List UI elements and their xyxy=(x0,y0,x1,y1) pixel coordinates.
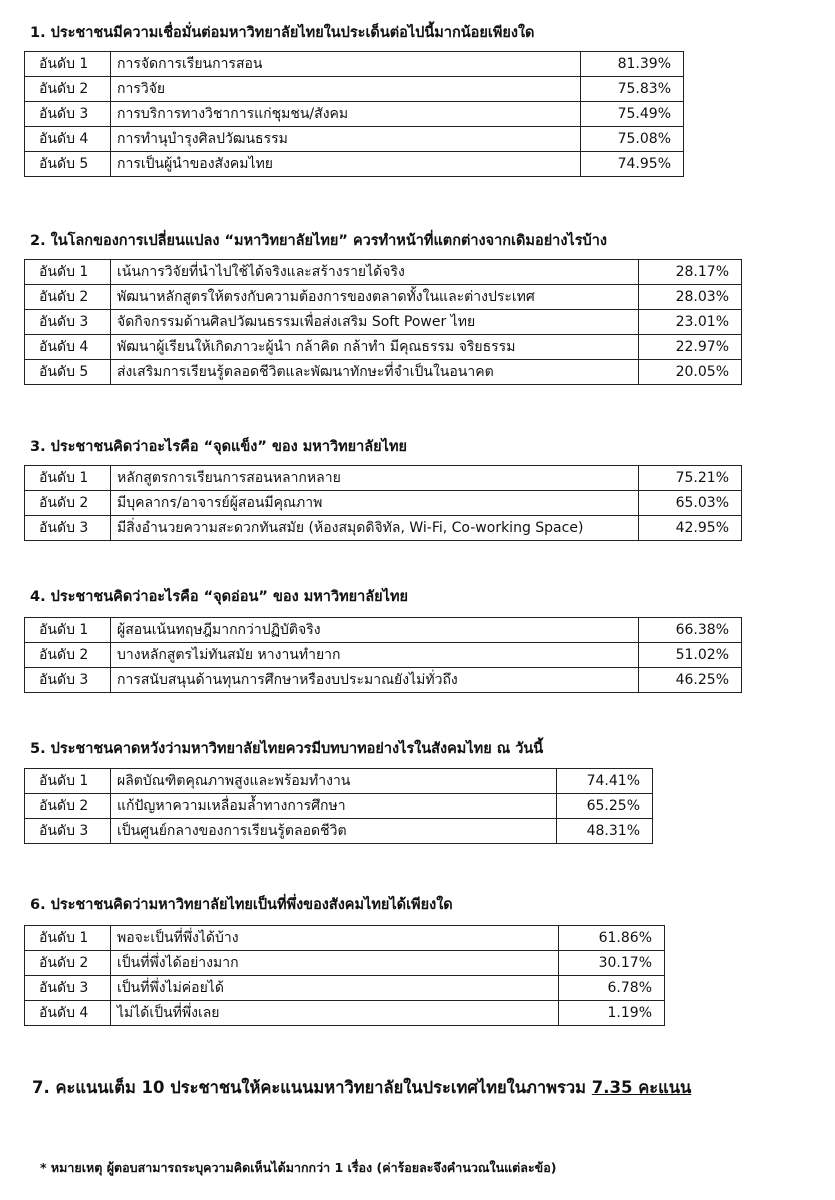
table-row xyxy=(25,260,742,285)
item-cell: มีบุคลากร/อาจารย์ผู้สอนมีคุณภาพ xyxy=(111,491,639,516)
rank-cell: อันดับ 4 xyxy=(25,1001,111,1026)
percent-cell: 48.31% xyxy=(557,819,653,844)
overall-score-statement xyxy=(32,1075,691,1101)
section-5-table xyxy=(24,768,653,844)
item-cell: ส่งเสริมการเรียนรู้ตลอดชีวิตและพัฒนาทักษะที่จำเป็นในอนาคต xyxy=(111,360,639,385)
percent-cell: 6.78% xyxy=(559,976,665,1001)
table-row xyxy=(25,52,684,77)
rank-cell: อันดับ 1 xyxy=(25,926,111,951)
percent-cell: 1.19% xyxy=(559,1001,665,1026)
rank-cell: อันดับ 2 xyxy=(25,951,111,976)
rank-cell: อันดับ 3 xyxy=(25,976,111,1001)
rank-cell: อันดับ 4 xyxy=(25,127,111,152)
rank-cell: อันดับ 3 xyxy=(25,516,111,541)
item-cell: การบริการทางวิชาการแก่ชุมชน/สังคม xyxy=(111,102,581,127)
table-row xyxy=(25,285,742,310)
table-row xyxy=(25,466,742,491)
rank-cell: อันดับ 1 xyxy=(25,52,111,77)
item-cell: เป็นศูนย์กลางของการเรียนรู้ตลอดชีวิต xyxy=(111,819,557,844)
table-row xyxy=(25,1001,665,1026)
item-cell: พอจะเป็นที่พึ่งได้บ้าง xyxy=(111,926,559,951)
rank-cell: อันดับ 1 xyxy=(25,466,111,491)
percent-cell: 46.25% xyxy=(639,668,742,693)
table-row xyxy=(25,794,653,819)
item-cell: ผลิตบัณฑิตคุณภาพสูงและพร้อมทำงาน xyxy=(111,769,557,794)
rank-cell: อันดับ 3 xyxy=(25,102,111,127)
item-cell: ไม่ได้เป็นที่พึ่งเลย xyxy=(111,1001,559,1026)
percent-cell: 74.95% xyxy=(581,152,684,177)
item-cell: จัดกิจกรรมด้านศิลปวัฒนธรรมเพื่อส่งเสริม Soft Power ไทย xyxy=(111,310,639,335)
percent-cell: 61.86% xyxy=(559,926,665,951)
item-cell: การวิจัย xyxy=(111,77,581,102)
table-row xyxy=(25,643,742,668)
section-4-table xyxy=(24,617,742,693)
rank-cell: อันดับ 3 xyxy=(25,668,111,693)
rank-cell: อันดับ 3 xyxy=(25,819,111,844)
item-cell: เป็นที่พึ่งได้อย่างมาก xyxy=(111,951,559,976)
item-cell: การทำนุบำรุงศิลปวัฒนธรรม xyxy=(111,127,581,152)
item-cell: พัฒนาผู้เรียนให้เกิดภาวะผู้นำ กล้าคิด กล้าทำ มีคุณธรรม จริยธรรม xyxy=(111,335,639,360)
table-row xyxy=(25,335,742,360)
rank-cell: อันดับ 5 xyxy=(25,152,111,177)
section-1-table xyxy=(24,51,684,177)
table-row xyxy=(25,618,742,643)
table-row xyxy=(25,77,684,102)
percent-cell: 75.21% xyxy=(639,466,742,491)
table-row xyxy=(25,668,742,693)
section-4-heading: 4. ประชาชนคิดว่าอะไรคือ “จุดอ่อน” ของ มหาวิทยาลัยไทย xyxy=(30,589,409,605)
table-row xyxy=(25,976,665,1001)
rank-cell: อันดับ 4 xyxy=(25,335,111,360)
table-row xyxy=(25,152,684,177)
rank-cell: อันดับ 1 xyxy=(25,260,111,285)
table-row xyxy=(25,102,684,127)
section-6-table xyxy=(24,925,665,1026)
percent-cell: 20.05% xyxy=(639,360,742,385)
rank-cell: อันดับ 2 xyxy=(25,285,111,310)
rank-cell: อันดับ 2 xyxy=(25,491,111,516)
section-2-heading: 2. ในโลกของการเปลี่ยนแปลง “มหาวิทยาลัยไทย” ควรทำหน้าที่แตกต่างจากเดิมอย่างไรบ้าง xyxy=(30,233,607,249)
percent-cell: 65.25% xyxy=(557,794,653,819)
percent-cell: 75.49% xyxy=(581,102,684,127)
percent-cell: 75.83% xyxy=(581,77,684,102)
rank-cell: อันดับ 2 xyxy=(25,794,111,819)
table-row xyxy=(25,926,665,951)
table-row xyxy=(25,491,742,516)
overall-score-value: 7.35 คะแนน xyxy=(591,1078,692,1097)
section-5-heading: 5. ประชาชนคาดหวังว่ามหาวิทยาลัยไทยควรมีบทบาทอย่างไรในสังคมไทย ณ วันนี้ xyxy=(30,741,544,757)
item-cell: หลักสูตรการเรียนการสอนหลากหลาย xyxy=(111,466,639,491)
item-cell: การสนับสนุนด้านทุนการศึกษาหรืองบประมาณยังไม่ทั่วถึง xyxy=(111,668,639,693)
percent-cell: 23.01% xyxy=(639,310,742,335)
percent-cell: 42.95% xyxy=(639,516,742,541)
footnote: * หมายเหตุ ผู้ตอบสามารถระบุความคิดเห็นได้มากกว่า 1 เรื่อง (ค่าร้อยละจึงคำนวณในแต่ละข้อ) xyxy=(40,1160,557,1175)
table-row xyxy=(25,819,653,844)
rank-cell: อันดับ 1 xyxy=(25,769,111,794)
overall-score-label: 7. คะแนนเต็ม 10 ประชาชนให้คะแนนมหาวิทยาลัยในประเทศไทยในภาพรวม xyxy=(32,1078,592,1097)
item-cell: บางหลักสูตรไม่ทันสมัย หางานทำยาก xyxy=(111,643,639,668)
item-cell: พัฒนาหลักสูตรให้ตรงกับความต้องการของตลาดทั้งในและต่างประเทศ xyxy=(111,285,639,310)
item-cell: มีสิ่งอำนวยความสะดวกทันสมัย (ห้องสมุดดิจิทัล, Wi-Fi, Co-working Space) xyxy=(111,516,639,541)
percent-cell: 65.03% xyxy=(639,491,742,516)
table-row xyxy=(25,516,742,541)
percent-cell: 75.08% xyxy=(581,127,684,152)
item-cell: แก้ปัญหาความเหลื่อมล้ำทางการศึกษา xyxy=(111,794,557,819)
section-3-table xyxy=(24,465,742,541)
section-2-table xyxy=(24,259,742,385)
percent-cell: 74.41% xyxy=(557,769,653,794)
percent-cell: 30.17% xyxy=(559,951,665,976)
table-row xyxy=(25,310,742,335)
item-cell: ผู้สอนเน้นทฤษฎีมากกว่าปฏิบัติจริง xyxy=(111,618,639,643)
table-row xyxy=(25,951,665,976)
percent-cell: 66.38% xyxy=(639,618,742,643)
percent-cell: 28.03% xyxy=(639,285,742,310)
percent-cell: 28.17% xyxy=(639,260,742,285)
rank-cell: อันดับ 2 xyxy=(25,77,111,102)
rank-cell: อันดับ 2 xyxy=(25,643,111,668)
table-row xyxy=(25,127,684,152)
item-cell: เน้นการวิจัยที่นำไปใช้ได้จริงและสร้างรายได้จริง xyxy=(111,260,639,285)
section-1-heading: 1. ประชาชนมีความเชื่อมั่นต่อมหาวิทยาลัยไทยในประเด็นต่อไปนี้มากน้อยเพียงใด xyxy=(30,25,535,41)
percent-cell: 22.97% xyxy=(639,335,742,360)
item-cell: เป็นที่พึ่งไม่ค่อยได้ xyxy=(111,976,559,1001)
percent-cell: 51.02% xyxy=(639,643,742,668)
section-6-heading: 6. ประชาชนคิดว่ามหาวิทยาลัยไทยเป็นที่พึ่งของสังคมไทยได้เพียงใด xyxy=(30,897,453,913)
rank-cell: อันดับ 3 xyxy=(25,310,111,335)
table-row xyxy=(25,769,653,794)
item-cell: การเป็นผู้นำของสังคมไทย xyxy=(111,152,581,177)
item-cell: การจัดการเรียนการสอน xyxy=(111,52,581,77)
rank-cell: อันดับ 5 xyxy=(25,360,111,385)
percent-cell: 81.39% xyxy=(581,52,684,77)
rank-cell: อันดับ 1 xyxy=(25,618,111,643)
section-3-heading: 3. ประชาชนคิดว่าอะไรคือ “จุดแข็ง” ของ มหาวิทยาลัยไทย xyxy=(30,439,408,455)
table-row xyxy=(25,360,742,385)
